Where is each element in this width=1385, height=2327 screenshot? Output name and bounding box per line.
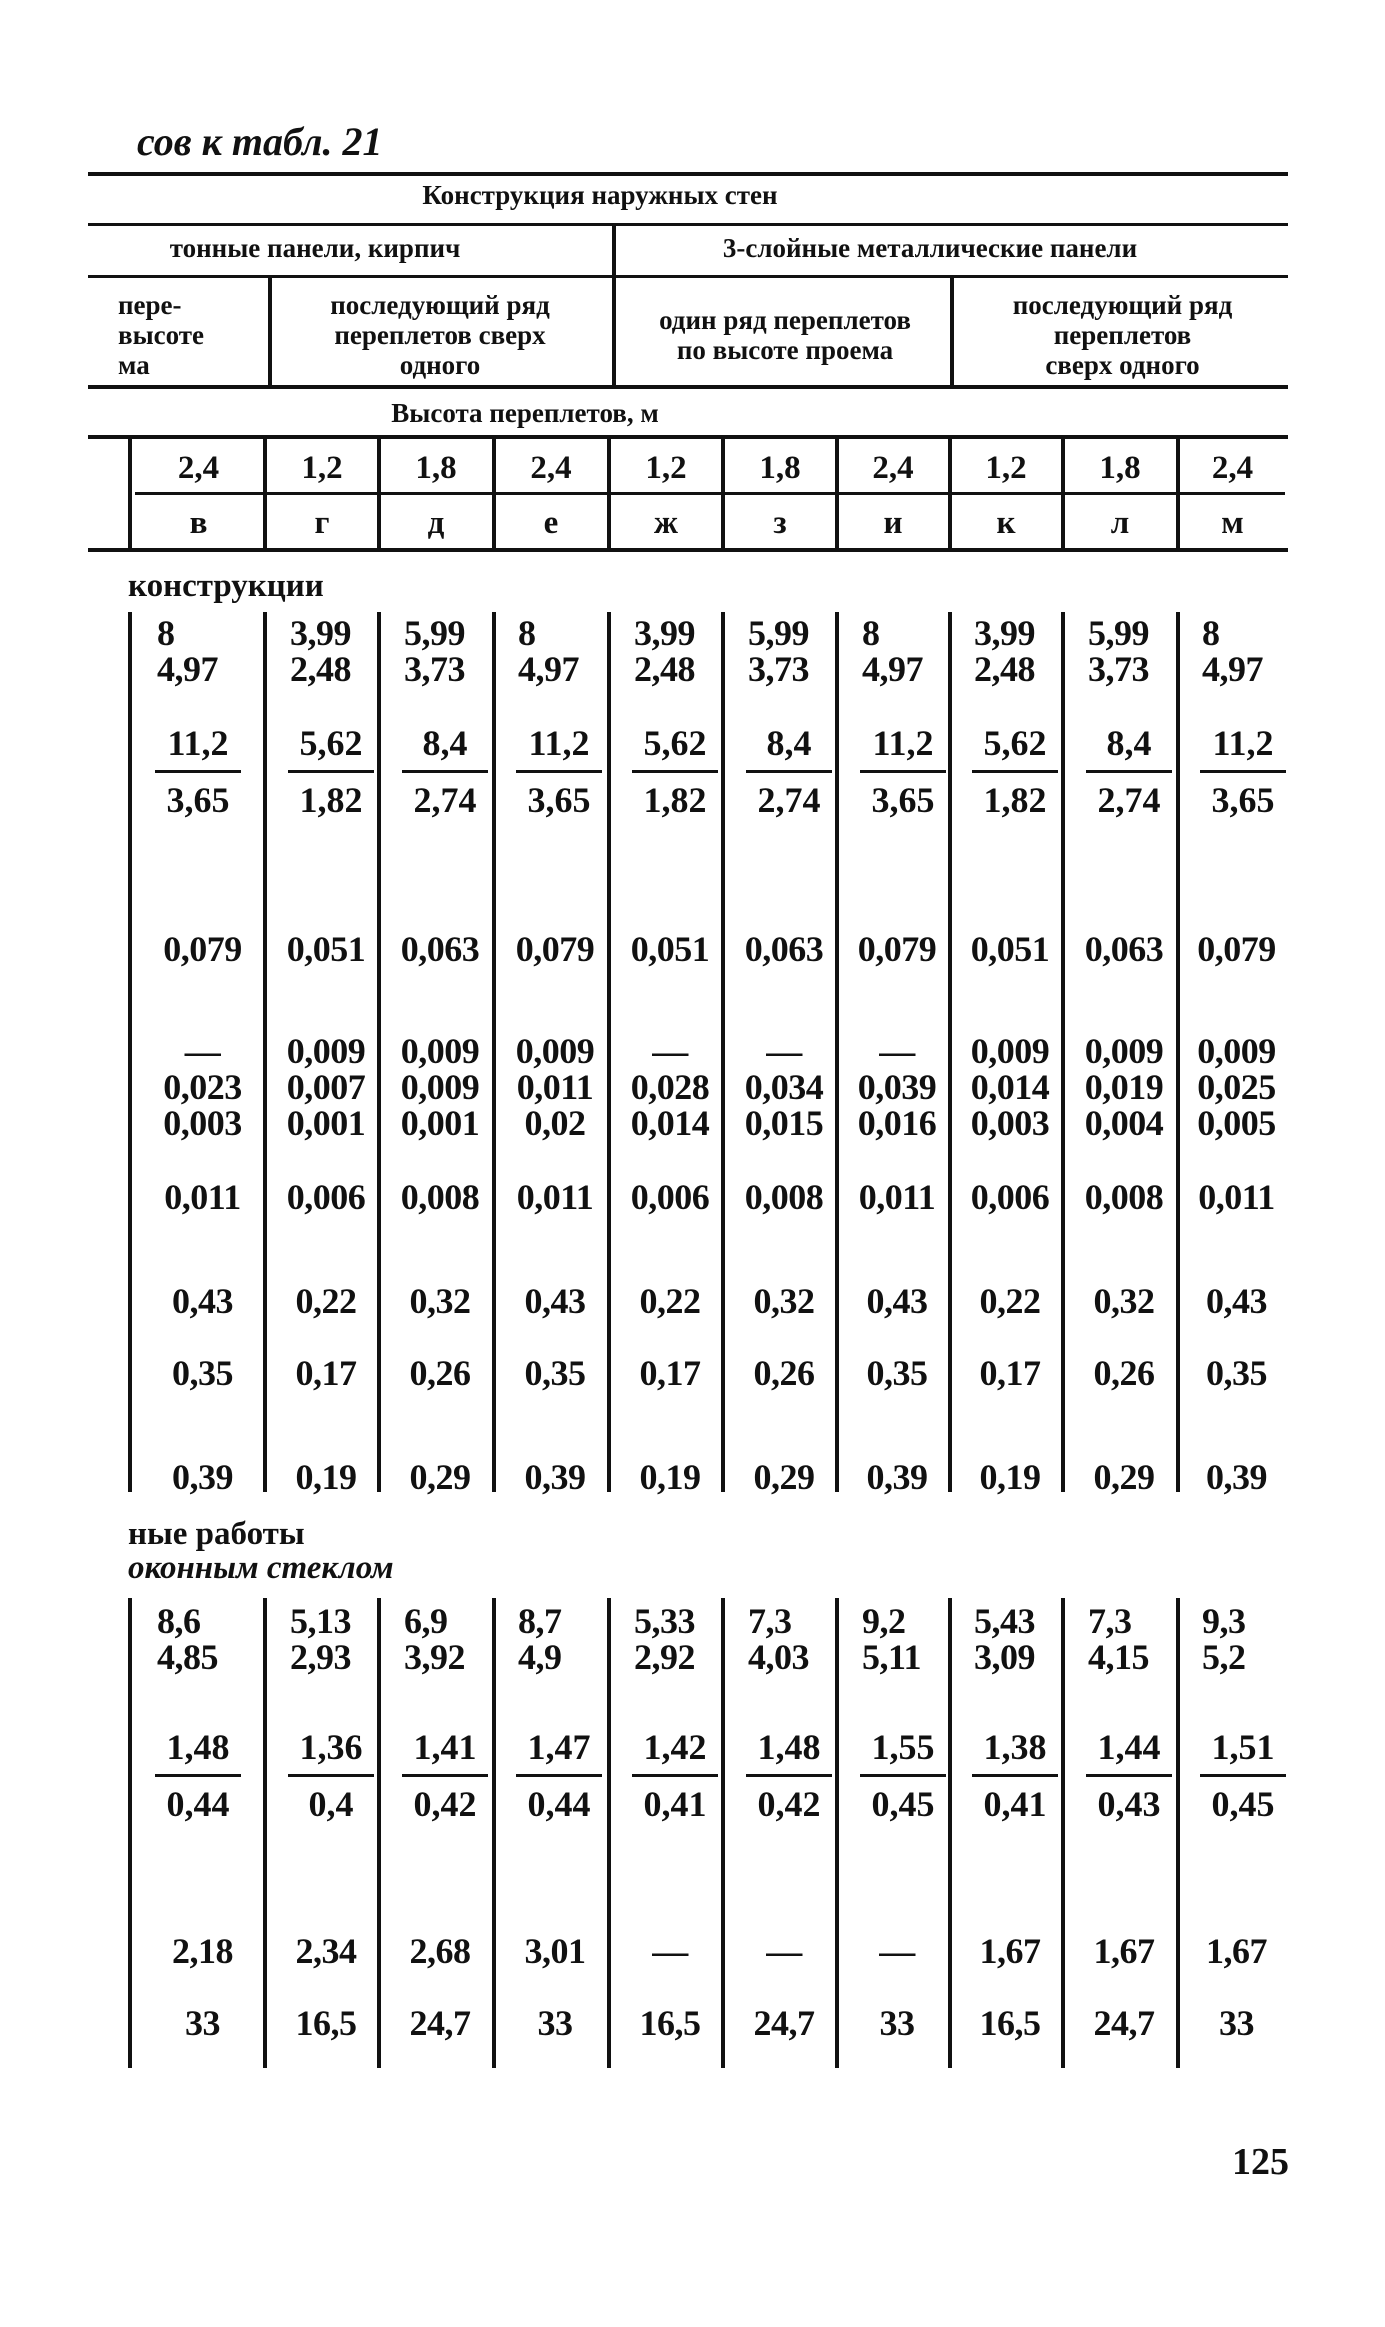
fraction-cell — [288, 1726, 374, 1825]
fraction-denominator: 0,4 — [308, 1784, 354, 1824]
value-cell: 0,005 — [1197, 1103, 1276, 1143]
value-cell: 0,17 — [295, 1353, 357, 1393]
vline-height-col-1 — [263, 438, 267, 548]
fraction-numerator: 1,55 — [860, 1726, 946, 1777]
value-cell: 0,011 — [858, 1177, 936, 1217]
column-letter: з — [773, 505, 787, 541]
vline-header-sub-left — [268, 278, 272, 385]
value-cell: 6,9 — [404, 1601, 448, 1641]
value-cell: 0,063 — [400, 929, 480, 969]
fraction-denominator: 3,65 — [527, 780, 591, 820]
height-value: 1,2 — [645, 450, 687, 486]
value-cell: 3,73 — [748, 649, 809, 689]
value-cell: 1,67 — [1093, 1931, 1155, 1971]
fraction-numerator: 11,2 — [516, 722, 602, 773]
rule-bottom — [88, 548, 1288, 552]
value-cell: 5,11 — [862, 1637, 922, 1677]
value-cell: 4,97 — [1202, 649, 1263, 689]
value-cell: 0,023 — [163, 1067, 242, 1107]
fraction-cell — [1200, 1726, 1286, 1825]
value-cell: 0,35 — [1206, 1353, 1267, 1393]
fraction-numerator: 11,2 — [1200, 722, 1286, 773]
vline-height-col-5 — [721, 438, 725, 548]
value-cell: 0,43 — [524, 1281, 586, 1321]
value-cell: 8 — [862, 613, 880, 653]
value-cell: 0,39 — [1206, 1457, 1267, 1497]
page-title: сов к табл. 21 — [137, 119, 383, 164]
value-cell: — — [879, 1931, 915, 1971]
fraction-denominator: 3,65 — [1211, 780, 1275, 820]
value-cell: 5,99 — [1088, 613, 1149, 653]
value-cell: 7,3 — [1088, 1601, 1132, 1641]
fraction-denominator: 1,82 — [983, 780, 1047, 820]
value-cell: 16,5 — [979, 2003, 1041, 2043]
vline-sec2-col-1 — [263, 1598, 267, 2068]
value-cell: 0,19 — [295, 1457, 357, 1497]
value-cell: 2,48 — [290, 649, 351, 689]
value-cell: 0,32 — [1093, 1281, 1155, 1321]
fraction-numerator: 11,2 — [155, 722, 241, 773]
value-cell: 3,99 — [290, 613, 351, 653]
value-cell: 0,39 — [866, 1457, 928, 1497]
value-cell: 0,006 — [970, 1177, 1050, 1217]
vline-height-col-0 — [128, 438, 132, 548]
value-cell: 5,43 — [974, 1601, 1035, 1641]
fraction-denominator: 1,82 — [299, 780, 363, 820]
fraction-cell — [155, 1726, 241, 1825]
vline-height-col-4 — [607, 438, 611, 548]
fraction-cell — [1086, 722, 1172, 821]
value-cell: 0,011 — [1198, 1177, 1275, 1217]
rule-heights-label — [88, 435, 1288, 439]
value-cell: 2,34 — [295, 1931, 357, 1971]
fraction-denominator: 0,44 — [166, 1784, 230, 1824]
value-cell: 0,22 — [979, 1281, 1041, 1321]
value-cell: 4,15 — [1088, 1637, 1149, 1677]
fraction-cell — [860, 1726, 946, 1825]
header-sub-right-first: один ряд переплетов по высоте проема — [659, 305, 911, 365]
value-cell: 5,99 — [404, 613, 465, 653]
value-cell: 16,5 — [639, 2003, 701, 2043]
value-cell: 2,18 — [172, 1931, 233, 1971]
value-cell: 8 — [518, 613, 536, 653]
value-cell: 0,011 — [516, 1177, 594, 1217]
vline-sec2-col-4 — [607, 1598, 611, 2068]
value-cell: — — [766, 1931, 802, 1971]
value-cell: 0,29 — [753, 1457, 815, 1497]
value-cell: 0,009 — [515, 1031, 595, 1071]
fraction-denominator: 0,42 — [413, 1784, 477, 1824]
value-cell: 0,35 — [866, 1353, 928, 1393]
rule-top — [88, 172, 1288, 176]
fraction-numerator: 5,62 — [972, 722, 1058, 773]
value-cell: 0,079 — [515, 929, 595, 969]
value-cell: 0,015 — [744, 1103, 824, 1143]
value-cell: 5,99 — [748, 613, 809, 653]
value-cell: 3,99 — [974, 613, 1035, 653]
value-cell: 3,73 — [404, 649, 465, 689]
value-cell: 0,011 — [516, 1067, 594, 1107]
value-cell: 0,17 — [979, 1353, 1041, 1393]
fraction-cell — [288, 722, 374, 821]
fraction-cell — [402, 722, 488, 821]
value-cell: 0,004 — [1084, 1103, 1164, 1143]
value-cell: 0,003 — [970, 1103, 1050, 1143]
column-letter: л — [1110, 505, 1130, 541]
rule-sub — [88, 385, 1288, 389]
vline-sec2-col-8 — [1061, 1598, 1065, 2068]
fraction-cell — [746, 722, 832, 821]
value-cell: 2,48 — [634, 649, 695, 689]
value-cell: 0,025 — [1197, 1067, 1276, 1107]
fraction-denominator: 1,82 — [643, 780, 707, 820]
fraction-numerator: 1,42 — [632, 1726, 718, 1777]
value-cell: 0,006 — [286, 1177, 366, 1217]
value-cell: 33 — [879, 2003, 915, 2043]
height-value: 2,4 — [1211, 450, 1254, 486]
height-value: 1,8 — [759, 450, 801, 486]
value-cell: 0,063 — [1084, 929, 1164, 969]
value-cell: 0,051 — [286, 929, 366, 969]
value-cell: 0,19 — [639, 1457, 701, 1497]
vline-sec2-col-2 — [377, 1598, 381, 2068]
value-cell: 5,33 — [634, 1601, 695, 1641]
value-cell: 0,039 — [857, 1067, 937, 1107]
fraction-cell — [1086, 1726, 1172, 1825]
value-cell: 0,079 — [163, 929, 242, 969]
value-cell: 0,008 — [1084, 1177, 1164, 1217]
value-cell: 0,001 — [286, 1103, 366, 1143]
value-cell: 4,03 — [748, 1637, 809, 1677]
fraction-cell — [632, 722, 718, 821]
value-cell: 0,063 — [744, 929, 824, 969]
header-height-label: Высота переплетов, м — [391, 398, 659, 428]
fraction-numerator: 8,4 — [746, 722, 832, 773]
value-cell: 0,014 — [630, 1103, 710, 1143]
vline-sec2-col-6 — [835, 1598, 839, 2068]
value-cell: 0,019 — [1084, 1067, 1164, 1107]
fraction-numerator: 8,4 — [402, 722, 488, 773]
value-cell: 0,35 — [172, 1353, 233, 1393]
value-cell: 0,009 — [286, 1031, 366, 1071]
vline-sec2-col-7 — [948, 1598, 952, 2068]
value-cell: 8,7 — [518, 1601, 562, 1641]
header-group-right: 3-слойные металлические панели — [722, 233, 1138, 263]
value-cell: 4,85 — [157, 1637, 218, 1677]
value-cell: 8 — [157, 613, 175, 653]
height-value: 1,8 — [1099, 450, 1141, 486]
fraction-denominator: 3,65 — [166, 780, 230, 820]
section-1-title: конструкции — [128, 568, 324, 604]
fraction-denominator: 2,74 — [413, 780, 477, 820]
value-cell: 33 — [1219, 2003, 1254, 2043]
section-2-subtitle: оконным стеклом — [128, 1550, 394, 1586]
vline-sec2-col-9 — [1176, 1598, 1180, 2068]
value-cell: 0,007 — [286, 1067, 366, 1107]
value-cell: 0,051 — [970, 929, 1050, 969]
value-cell: 0,009 — [400, 1067, 480, 1107]
fraction-numerator: 8,4 — [1086, 722, 1172, 773]
value-cell: 5,13 — [290, 1601, 351, 1641]
value-cell: 0,39 — [172, 1457, 233, 1497]
column-letter: ж — [654, 505, 678, 541]
value-cell: 1,67 — [1206, 1931, 1267, 1971]
height-value: 1,8 — [415, 450, 457, 486]
value-cell: 0,009 — [970, 1031, 1050, 1071]
fraction-denominator: 0,43 — [1097, 1784, 1161, 1824]
value-cell: 0,19 — [979, 1457, 1041, 1497]
value-cell: 7,3 — [748, 1601, 792, 1641]
value-cell: 9,3 — [1202, 1601, 1246, 1641]
column-letter: е — [543, 505, 559, 541]
value-cell: — — [652, 1031, 688, 1071]
fraction-numerator: 1,47 — [516, 1726, 602, 1777]
value-cell: 33 — [185, 2003, 220, 2043]
value-cell: 2,93 — [290, 1637, 351, 1677]
fraction-cell — [1200, 722, 1286, 821]
value-cell: 0,32 — [753, 1281, 815, 1321]
fraction-denominator: 0,41 — [983, 1784, 1047, 1824]
value-cell: 0,079 — [857, 929, 937, 969]
value-cell: 0,001 — [400, 1103, 480, 1143]
value-cell: — — [652, 1931, 688, 1971]
fraction-cell — [972, 722, 1058, 821]
value-cell: 0,034 — [744, 1067, 824, 1107]
fraction-cell — [155, 722, 241, 821]
fraction-numerator: 5,62 — [288, 722, 374, 773]
value-cell: 3,09 — [974, 1637, 1035, 1677]
value-cell: 4,97 — [518, 649, 579, 689]
value-cell: 0,009 — [1084, 1031, 1164, 1071]
fraction-denominator: 0,41 — [643, 1784, 707, 1824]
fraction-cell — [860, 722, 946, 821]
value-cell: 0,39 — [524, 1457, 586, 1497]
vline-sec2-col-3 — [492, 1598, 496, 2068]
value-cell: 4,97 — [862, 649, 923, 689]
value-cell: 24,7 — [409, 2003, 471, 2043]
value-cell: 3,99 — [634, 613, 695, 653]
value-cell: 8 — [1202, 613, 1220, 653]
value-cell: 2,92 — [634, 1637, 695, 1677]
value-cell: 0,02 — [524, 1103, 586, 1143]
fraction-numerator: 11,2 — [860, 722, 946, 773]
fraction-denominator: 2,74 — [757, 780, 821, 820]
rule-heights — [135, 492, 1285, 495]
value-cell: 0,011 — [164, 1177, 241, 1217]
value-cell: 0,26 — [753, 1353, 815, 1393]
column-letter: к — [996, 505, 1016, 541]
value-cell: 2,48 — [974, 649, 1035, 689]
fraction-cell — [516, 722, 602, 821]
value-cell: 0,22 — [639, 1281, 701, 1321]
column-letter: и — [883, 505, 903, 541]
value-cell: 3,01 — [524, 1931, 586, 1971]
value-cell: 16,5 — [295, 2003, 357, 2043]
value-cell: 1,67 — [979, 1931, 1041, 1971]
header-sub-left-next: последующий ряд переплетов сверх одного — [330, 290, 550, 380]
header-sub-right-next: последующий ряд переплетов сверх одного — [1012, 290, 1233, 380]
value-cell: 2,68 — [409, 1931, 471, 1971]
vline-height-col-2 — [377, 438, 381, 548]
value-cell: 0,29 — [1093, 1457, 1155, 1497]
column-letter: д — [427, 505, 445, 541]
value-cell: 0,028 — [630, 1067, 710, 1107]
value-cell: 0,22 — [295, 1281, 357, 1321]
value-cell: 0,008 — [400, 1177, 480, 1217]
height-value: 2,4 — [530, 450, 572, 486]
value-cell: 24,7 — [1093, 2003, 1155, 2043]
value-cell: 3,92 — [404, 1637, 465, 1677]
column-letter: в — [189, 505, 208, 541]
column-letter: м — [1221, 505, 1244, 541]
value-cell: 0,35 — [524, 1353, 586, 1393]
fraction-denominator: 2,74 — [1097, 780, 1161, 820]
fraction-numerator: 5,62 — [632, 722, 718, 773]
value-cell: — — [184, 1031, 221, 1071]
height-value: 1,2 — [301, 450, 343, 486]
column-letter: г — [314, 505, 330, 541]
fraction-cell — [632, 1726, 718, 1825]
fraction-numerator: 1,44 — [1086, 1726, 1172, 1777]
value-cell: 0,009 — [1197, 1031, 1276, 1071]
fraction-numerator: 1,38 — [972, 1726, 1058, 1777]
value-cell: 0,43 — [1206, 1281, 1267, 1321]
fraction-numerator: 1,48 — [155, 1726, 241, 1777]
value-cell: 0,43 — [866, 1281, 928, 1321]
vline-height-col-6 — [835, 438, 839, 548]
vline-header-sub-right — [950, 278, 954, 385]
fraction-denominator: 0,45 — [1211, 1784, 1275, 1824]
vline-sec2-col-0 — [128, 1598, 132, 2068]
vline-header-center — [612, 226, 616, 385]
value-cell: 0,008 — [744, 1177, 824, 1217]
value-cell: 0,17 — [639, 1353, 701, 1393]
header-main: Конструкция наружных стен — [422, 180, 778, 210]
value-cell: 9,2 — [862, 1601, 906, 1641]
value-cell: — — [766, 1031, 802, 1071]
value-cell: 0,26 — [409, 1353, 471, 1393]
fraction-cell — [402, 1726, 488, 1825]
fraction-numerator: 1,41 — [402, 1726, 488, 1777]
value-cell: 0,43 — [172, 1281, 233, 1321]
value-cell: 3,73 — [1088, 649, 1149, 689]
fraction-numerator: 1,48 — [746, 1726, 832, 1777]
value-cell: 0,003 — [163, 1103, 242, 1143]
value-cell: 24,7 — [753, 2003, 815, 2043]
header-group-left: тонные панели, кирпич — [169, 233, 461, 263]
value-cell: 0,009 — [400, 1031, 480, 1071]
page-number: 125 — [1232, 2141, 1289, 2183]
vline-height-col-8 — [1061, 438, 1065, 548]
fraction-cell — [516, 1726, 602, 1825]
value-cell: 5,2 — [1202, 1637, 1246, 1677]
value-cell: — — [879, 1031, 915, 1071]
vline-sec1-col-0 — [128, 612, 132, 1492]
value-cell: 0,014 — [970, 1067, 1050, 1107]
value-cell: 0,016 — [857, 1103, 937, 1143]
fraction-cell — [972, 1726, 1058, 1825]
fraction-cell — [746, 1726, 832, 1825]
value-cell: 4,97 — [157, 649, 218, 689]
fraction-denominator: 3,65 — [871, 780, 935, 820]
fraction-numerator: 1,51 — [1200, 1726, 1286, 1777]
fraction-denominator: 0,42 — [757, 1784, 821, 1824]
height-value: 2,4 — [177, 450, 220, 486]
value-cell: 8,6 — [157, 1601, 201, 1641]
height-value: 2,4 — [872, 450, 914, 486]
value-cell: 4,9 — [518, 1637, 562, 1677]
fraction-numerator: 1,36 — [288, 1726, 374, 1777]
value-cell: 0,32 — [409, 1281, 471, 1321]
rule-main — [88, 223, 1288, 226]
height-value: 1,2 — [985, 450, 1027, 486]
value-cell: 0,006 — [630, 1177, 710, 1217]
vline-sec2-col-5 — [721, 1598, 725, 2068]
value-cell: 0,26 — [1093, 1353, 1155, 1393]
header-sub-left-first: пере- высоте ма — [118, 290, 205, 380]
value-cell: 33 — [537, 2003, 573, 2043]
value-cell: 0,29 — [409, 1457, 471, 1497]
fraction-denominator: 0,44 — [527, 1784, 591, 1824]
value-cell: 0,051 — [630, 929, 710, 969]
value-cell: 0,079 — [1197, 929, 1276, 969]
section-2-title: ные работы — [128, 1516, 305, 1552]
fraction-denominator: 0,45 — [871, 1784, 935, 1824]
